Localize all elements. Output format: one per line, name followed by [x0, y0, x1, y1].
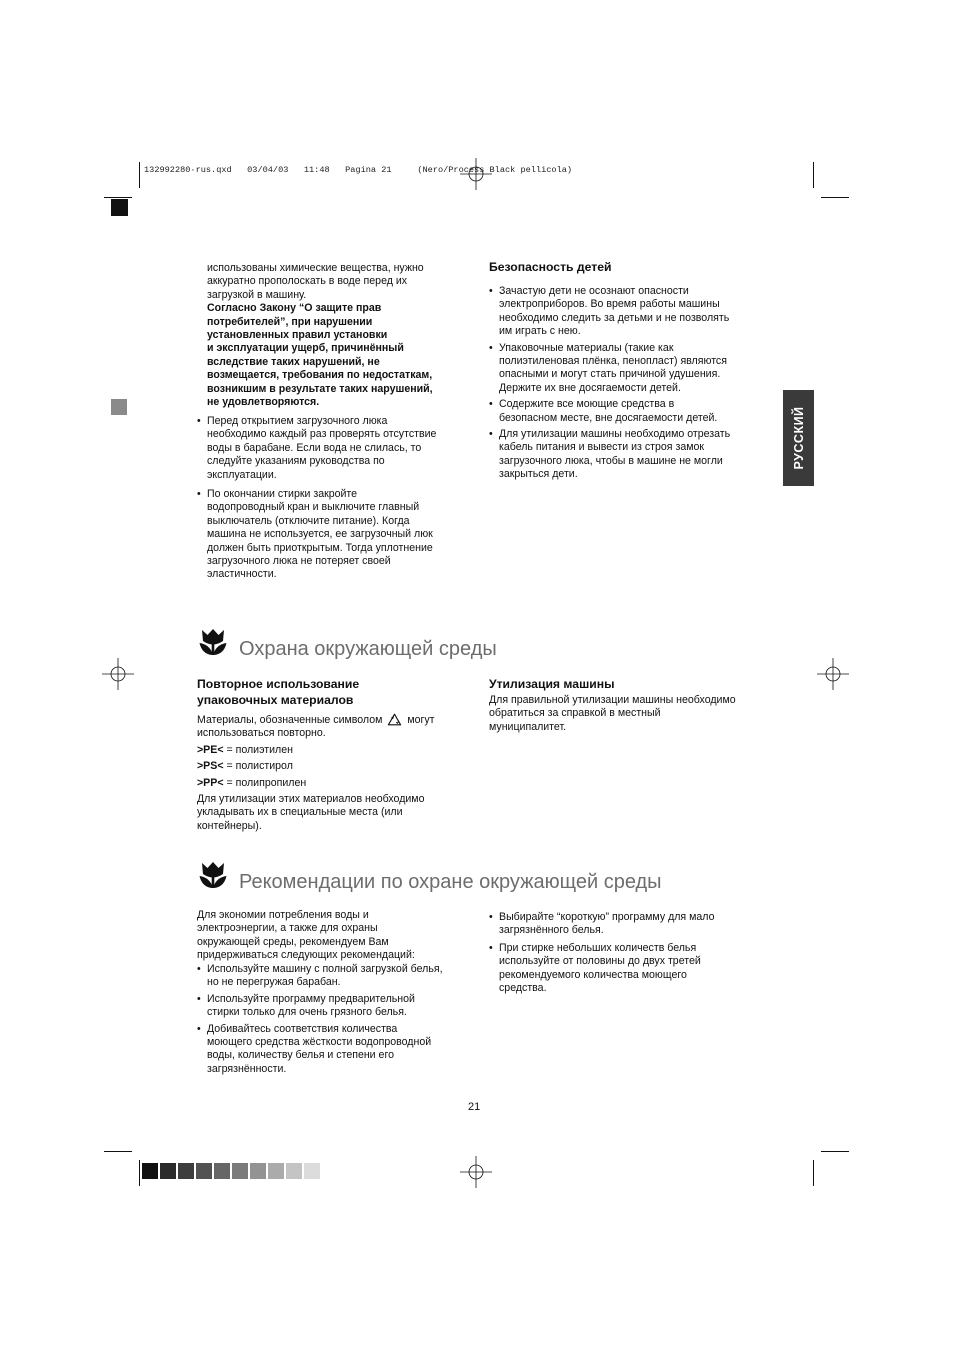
print-file-info: 132992280·rus.qxd 03/04/03 11:48 Pagina 21 (Nero/Process Black pellicola)	[144, 165, 573, 175]
intro-line: загрузкой в машину.	[207, 288, 307, 301]
color-swatch	[214, 1163, 230, 1179]
child-safety-bullets	[489, 285, 764, 485]
heading-line: Повторное использование	[197, 677, 360, 691]
bullet-line: загрязнённого белья.	[499, 924, 604, 937]
bullet-line: эластичности.	[207, 568, 277, 581]
legal-line: возникшим в результате таких нарушений,	[207, 382, 433, 395]
bullet-line: необходимо каждый раз проверять отсутствие	[207, 428, 437, 441]
top-left-column	[207, 262, 472, 409]
legal-line: потребителей”, при нарушении	[207, 315, 373, 328]
bullet-line: • Зачастую дети не осознают опасности	[499, 285, 689, 297]
bullet-line: электроприборов. Во время работы машины	[499, 298, 720, 311]
list-item	[489, 428, 764, 482]
legal-line: и эксплуатации ущерб, причинённый	[207, 342, 404, 355]
color-swatch	[304, 1163, 320, 1179]
bullet-line: • Перед открытием загрузочного люка	[207, 415, 388, 427]
symbol-text-before: Материалы, обозначенные символом	[197, 714, 383, 726]
legal-line: возмещается, требования по недостаткам,	[207, 369, 433, 382]
bullet-line: загрязнённости.	[207, 1062, 287, 1075]
bullet-line: эксплуатации.	[207, 468, 277, 481]
bullet-line: • По окончании стирки закройте	[207, 488, 358, 501]
bullet-line: рекомендуемого количества моющего	[499, 968, 687, 981]
section-title-environment: Охрана окружающей среды	[239, 638, 497, 660]
tulip-icon	[198, 627, 228, 659]
bullet-line: • Используйте машину с полной загрузкой белья,	[207, 963, 443, 975]
color-swatch	[196, 1163, 212, 1179]
crop-mark	[139, 1160, 140, 1186]
black-marker-square	[111, 199, 128, 216]
material-row	[197, 777, 472, 790]
color-swatch	[142, 1163, 158, 1179]
registration-mark-icon	[102, 658, 134, 690]
legal-line: установленных правил установки	[207, 329, 388, 342]
closing-line: контейнеры).	[197, 819, 262, 832]
color-swatch	[250, 1163, 266, 1179]
list-item	[489, 285, 764, 339]
closing-text	[197, 793, 472, 833]
list-item	[197, 963, 482, 990]
language-tab	[783, 390, 814, 486]
crop-mark	[813, 162, 814, 188]
legal-notice	[207, 302, 472, 409]
list-item	[489, 911, 764, 938]
legal-line: вследствие таких нарушений, не	[207, 355, 380, 368]
section-title-recommendations: Рекомендации по охране окружающей среды	[239, 871, 662, 893]
disposal-heading: Утилизация машины	[489, 677, 615, 691]
bullet-line: необходимо следить за детьми и не позволять	[499, 311, 730, 324]
bullet-line: моющего средства жёсткости водопроводной	[207, 1036, 432, 1049]
registration-mark-icon	[460, 158, 492, 190]
crop-mark	[139, 162, 140, 188]
color-swatch	[160, 1163, 176, 1179]
top-left-bullets	[197, 415, 477, 585]
crop-mark	[821, 1151, 849, 1152]
list-item	[197, 488, 477, 582]
material-row	[197, 744, 472, 757]
reco-right-bullets	[489, 911, 764, 998]
color-swatch	[232, 1163, 248, 1179]
bullet-line: безопасном месте, вне досягаемости детей.	[499, 411, 718, 424]
list-item	[489, 942, 764, 996]
list-item	[197, 1023, 482, 1077]
bullet-line: водопроводный кран и выключите главный	[207, 501, 420, 514]
bullet-line: • Используйте программу предварительной	[207, 992, 415, 1005]
crop-mark	[813, 1160, 814, 1186]
bullet-line: • Упаковочные материалы (такие как	[499, 341, 674, 354]
disposal-line: Для правильной утилизации машины необходимо	[489, 694, 736, 706]
color-swatch	[178, 1163, 194, 1179]
intro-line: электроэнергии, а также для охраны	[197, 922, 378, 935]
reco-left-bullets	[197, 963, 482, 1079]
tulip-icon	[198, 860, 228, 892]
intro-line: аккуратно прополоскать в воде перед их	[207, 275, 408, 288]
bullet-line: закрыться дети.	[499, 468, 578, 481]
material-code: >PE<	[197, 743, 224, 756]
material-name: = полипропилен	[226, 776, 307, 789]
bullet-line: выключатель (отключите питание). Когда	[207, 514, 410, 527]
list-item	[489, 342, 764, 396]
bullet-line: машина не используется, ее загрузочный люк	[207, 528, 433, 541]
gray-marker-square	[111, 399, 127, 415]
symbol-line	[197, 713, 472, 727]
intro-line: окружающей среды, рекомендуем Вам	[197, 935, 389, 948]
bullet-line: загрузочного люка не потеряет своей	[207, 555, 391, 568]
bullet-line: им играть с нею.	[499, 325, 581, 338]
bullet-line: воды, количеству белья и степени его	[207, 1049, 394, 1062]
bullet-line: • При стирке небольших количеств белья	[499, 941, 697, 954]
disposal-line: обратиться за справкой в местный	[489, 707, 661, 720]
list-item	[197, 415, 477, 482]
bullet-line: стирки только для очень грязного белья.	[207, 1006, 407, 1019]
legal-line: Согласно Закону “О защите прав	[207, 302, 382, 315]
intro-line: Для экономии потребления воды и	[197, 909, 369, 921]
list-item	[489, 398, 764, 425]
closing-line: укладывать их в специальные места (или	[197, 806, 403, 819]
bullet-line: • Для утилизации машины необходимо отрезать	[499, 428, 731, 441]
bullet-line: средства.	[499, 982, 547, 995]
closing-line: Для утилизации этих материалов необходимо	[197, 793, 425, 806]
bullet-line: полиэтиленовая плёнка, пенопласт) являются	[499, 355, 727, 368]
intro-line: придерживаться следующих рекомендаций:	[197, 949, 415, 962]
heading-line: упаковочных материалов	[197, 693, 354, 707]
registration-mark-icon	[817, 658, 849, 690]
color-swatch	[286, 1163, 302, 1179]
language-tab-label: РУССКИЙ	[791, 406, 806, 470]
material-row	[197, 760, 472, 773]
symbol-line-2: использоваться повторно.	[197, 727, 326, 740]
material-code: >PS<	[197, 760, 224, 773]
symbol-text-after: могут	[407, 714, 435, 726]
material-code: >PP<	[197, 776, 224, 789]
bullet-line: но не перегружая барабан.	[207, 976, 341, 989]
list-item	[197, 993, 482, 1020]
packaging-body	[197, 713, 472, 833]
bullet-line: • Выбирайте “короткую” программу для мало	[499, 911, 715, 923]
color-swatch	[268, 1163, 284, 1179]
bullet-line: воды в барабане. Если вода не слилась, то	[207, 441, 422, 454]
packaging-heading	[197, 676, 359, 708]
recycle-icon	[387, 713, 402, 726]
bullet-line: следуйте указаниям руководства по	[207, 455, 385, 468]
bullet-line: используйте от половины до двух третей	[499, 955, 701, 968]
reco-intro	[197, 909, 477, 963]
intro-line: использованы химические вещества, нужно	[207, 262, 424, 274]
bullet-line: должен быть приоткрытым. Тогда уплотнение	[207, 541, 433, 554]
legal-line: не удовлетворяются.	[207, 396, 320, 409]
material-name: = полиэтилен	[226, 743, 293, 756]
disposal-line: муниципалитет.	[489, 720, 567, 733]
bullet-line: загрузочного люка, чтобы в машине не могли	[499, 454, 723, 467]
child-safety-heading: Безопасность детей	[489, 260, 612, 274]
material-name: = полистирол	[226, 760, 293, 773]
disposal-body	[489, 694, 764, 734]
bullet-line: опасными и могут стать причиной удушения.	[499, 368, 721, 381]
bullet-line: • Добивайтесь соответствия количества	[207, 1022, 398, 1035]
bullet-line: Держите их вне досягаемости детей.	[499, 381, 681, 394]
registration-mark-icon	[460, 1156, 492, 1188]
bullet-line: кабель питания и вывести из строя замок	[499, 441, 705, 454]
crop-mark	[104, 1151, 132, 1152]
crop-mark	[821, 197, 849, 198]
bullet-line: • Содержите все моющие средства в	[499, 398, 675, 411]
page-number: 21	[468, 1101, 481, 1113]
crop-mark	[104, 197, 132, 198]
